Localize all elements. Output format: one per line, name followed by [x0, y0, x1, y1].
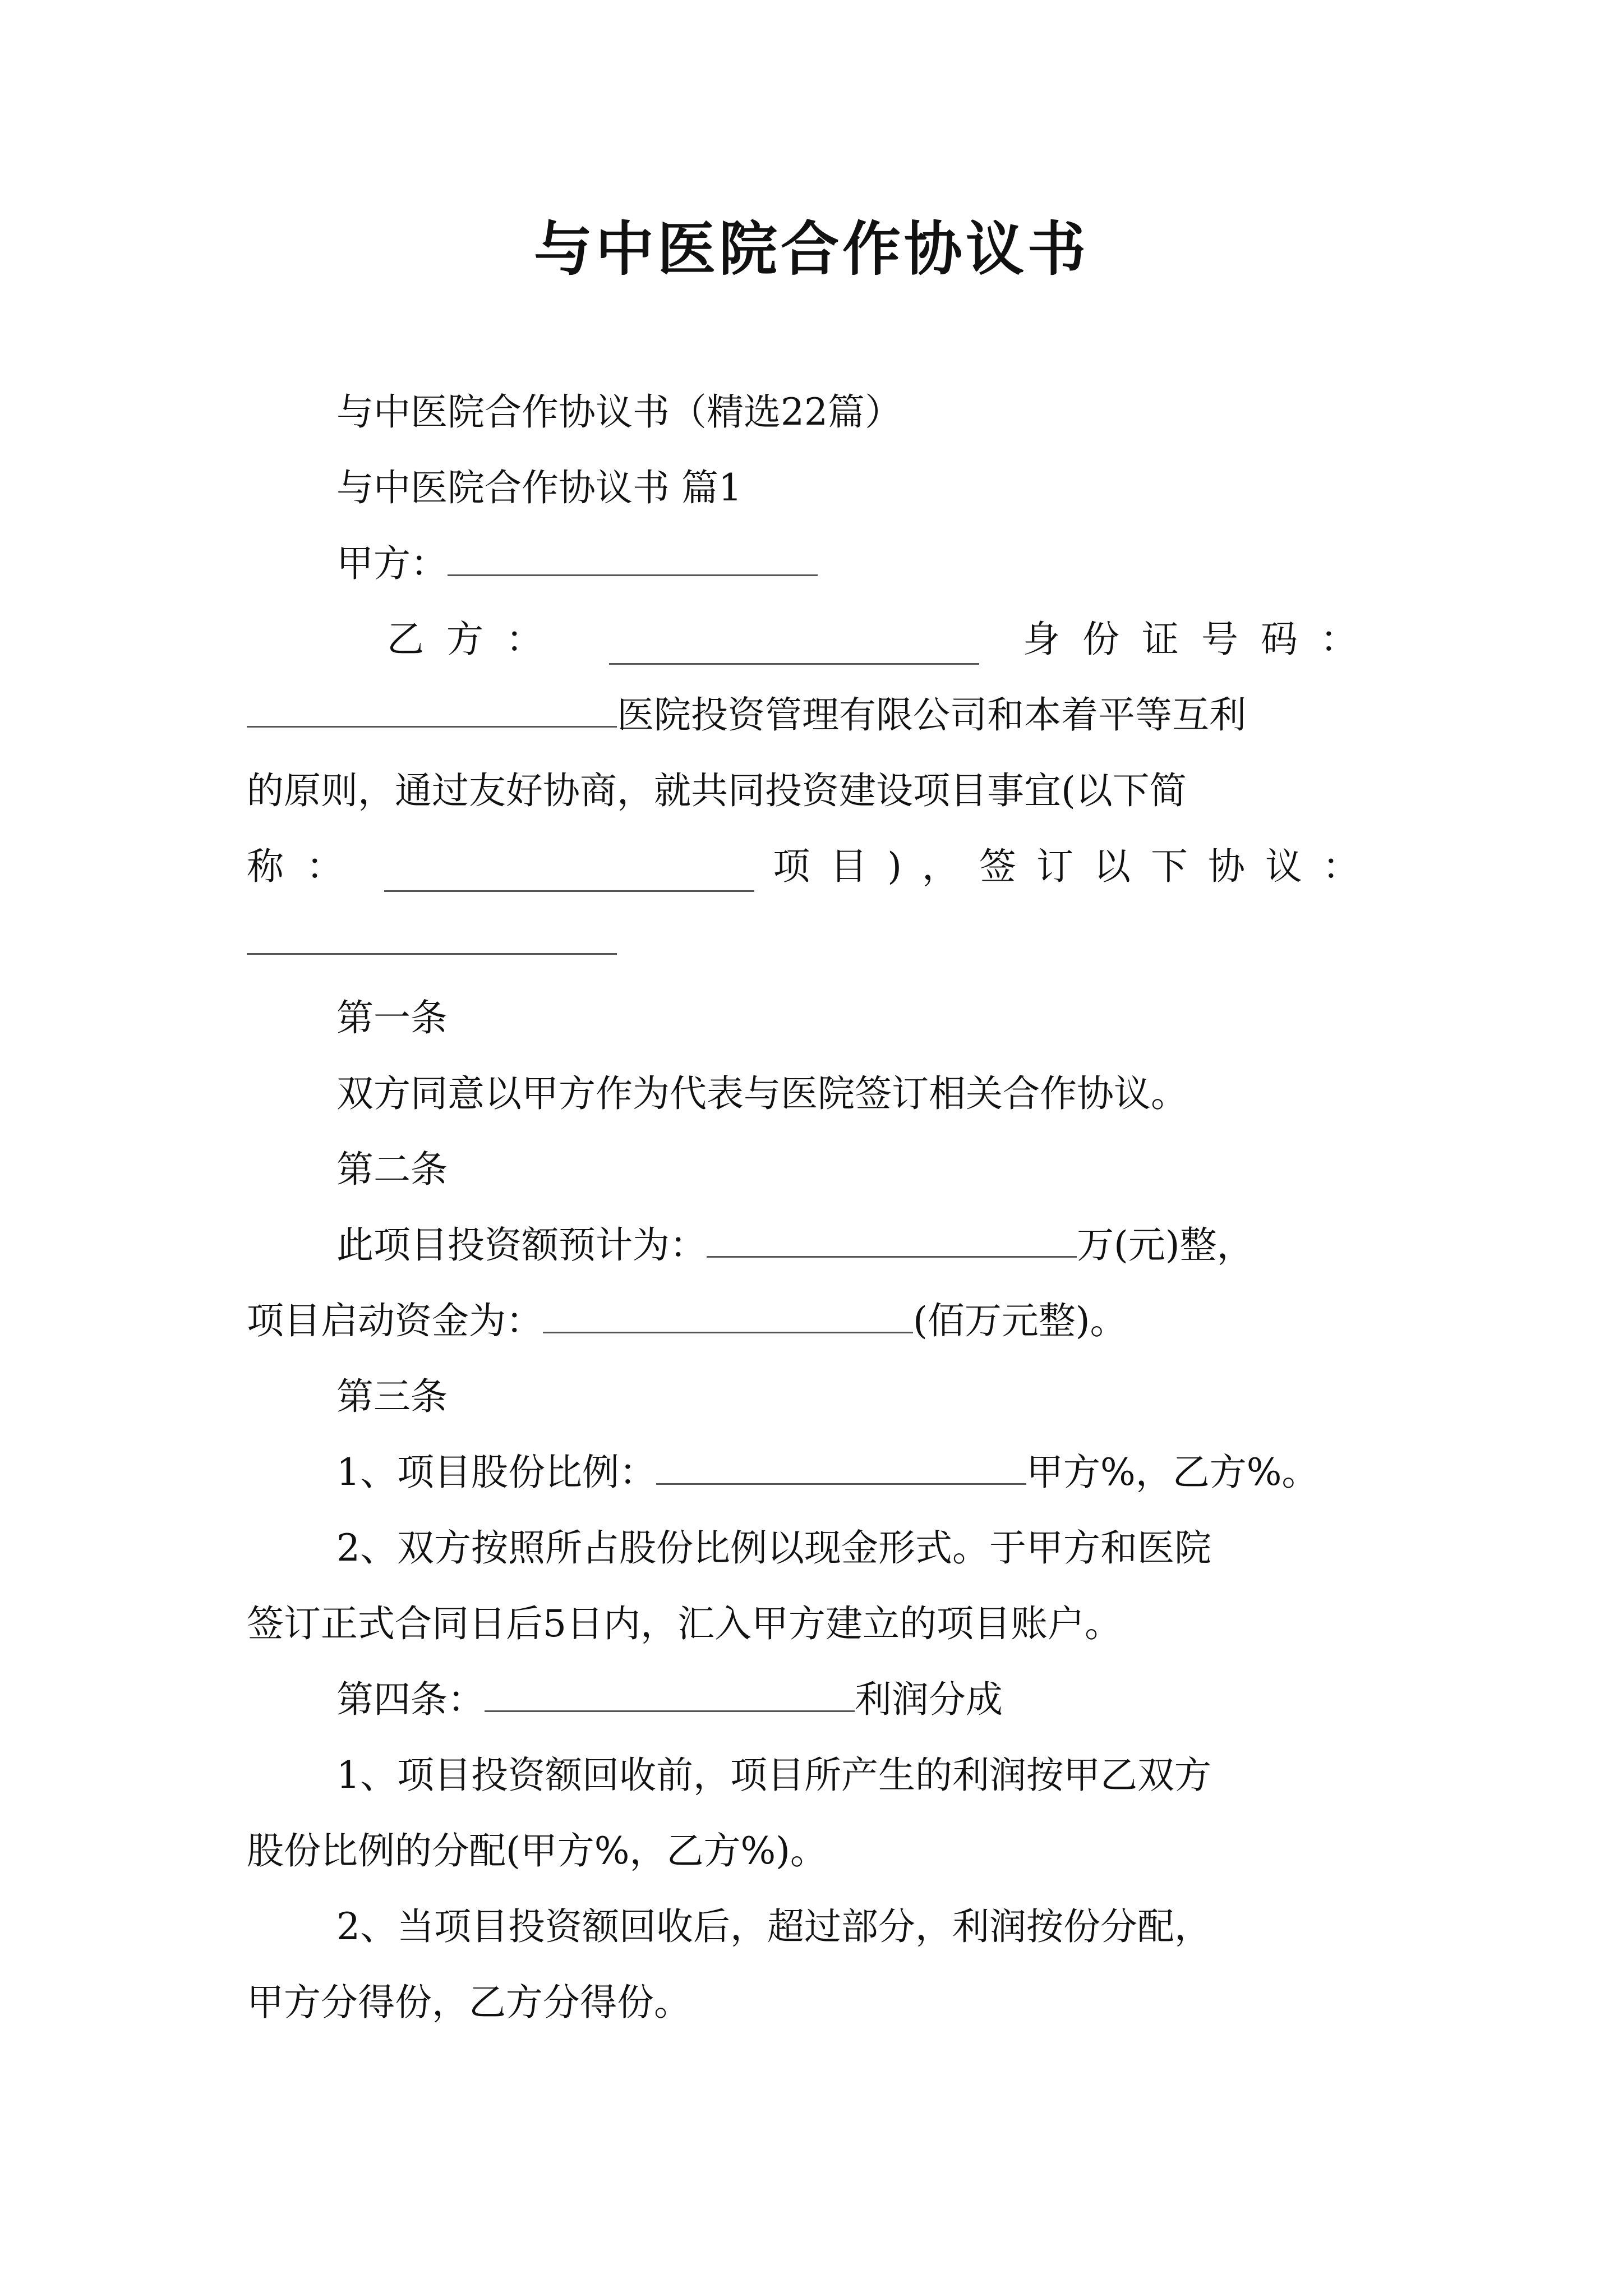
investment-unit: 万(元)整，: [1077, 1223, 1254, 1267]
article-2-heading: 第二条: [336, 1148, 448, 1191]
section-heading: 与中医院合作协议书 篇1: [336, 466, 742, 509]
intro-text-3b: 项目)，签订以下协议：: [773, 845, 1380, 888]
article-2-line-1: [336, 1220, 1380, 1271]
article-2-line-2: [247, 1296, 1380, 1346]
article-4-heading: [336, 1674, 1380, 1725]
article-4-topic: 利润分成: [855, 1678, 1003, 1721]
intro-text-3a: 称：: [247, 845, 366, 888]
party-a-blank: [448, 543, 818, 576]
startup-fund-label: 项目启动资金为：: [247, 1299, 543, 1342]
article-1-text: 双方同意以甲方作为代表与医院签订相关合作协议。: [336, 1072, 1188, 1115]
intro-line-4: [247, 917, 1380, 968]
share-ratio-label: 1、项目股份比例：: [336, 1451, 656, 1494]
project-name-blank: [384, 859, 754, 892]
party-b-line: [387, 614, 1380, 665]
intro-line-2: 的原则，通过友好协商，就共同投资建设项目事宜(以下简: [247, 769, 1187, 812]
party-a-line: [336, 539, 1380, 589]
article-4-item-1-line-1: 1、项目投资额回收前，项目所产生的利润按甲乙双方: [336, 1754, 1211, 1797]
startup-fund-unit: (佰万元整)。: [913, 1299, 1127, 1342]
article-1-heading: 第一条: [336, 996, 448, 1039]
intro-text-1: 医院投资管理有限公司和本着平等互利: [617, 693, 1246, 737]
id-number-label: 身份证号码：: [1023, 618, 1380, 661]
party-b-label: 乙方：: [387, 618, 565, 661]
article-4-blank: [485, 1679, 855, 1712]
party-b-blank: [609, 632, 979, 665]
share-ratio-values: 甲方%，乙方%。: [1026, 1451, 1319, 1494]
investment-blank: [707, 1225, 1077, 1258]
article-3-item-1: [336, 1447, 1380, 1498]
investment-label: 此项目投资额预计为：: [336, 1223, 707, 1267]
article-4-item-1-line-2: 股份比例的分配(甲方%，乙方%)。: [247, 1829, 827, 1872]
intro-line-1: [247, 690, 1380, 740]
article-3-item-2-line-1: 2、双方按照所占股份比例以现金形式。于甲方和医院: [336, 1526, 1211, 1570]
article-3-heading: 第三条: [336, 1375, 448, 1418]
article-4-item-2-line-1: 2、当项目投资额回收后，超过部分，利润按份分配，: [336, 1905, 1211, 1948]
company-blank: [247, 694, 617, 728]
intro-line-3: [247, 841, 1380, 892]
document-title: 与中医院合作协议书: [533, 214, 1089, 283]
article-4-label: 第四条：: [336, 1678, 485, 1721]
agreement-blank: [247, 922, 617, 955]
article-4-item-2-line-2: 甲方分得份，乙方分得份。: [247, 1981, 691, 2024]
startup-fund-blank: [543, 1300, 913, 1333]
article-3-item-2-line-2: 签订正式合同日后5日内，汇入甲方建立的项目账户。: [247, 1602, 1122, 1645]
share-ratio-blank: [656, 1452, 1026, 1485]
subtitle: 与中医院合作协议书（精选22篇）: [336, 390, 902, 434]
party-a-label: 甲方：: [336, 542, 448, 585]
